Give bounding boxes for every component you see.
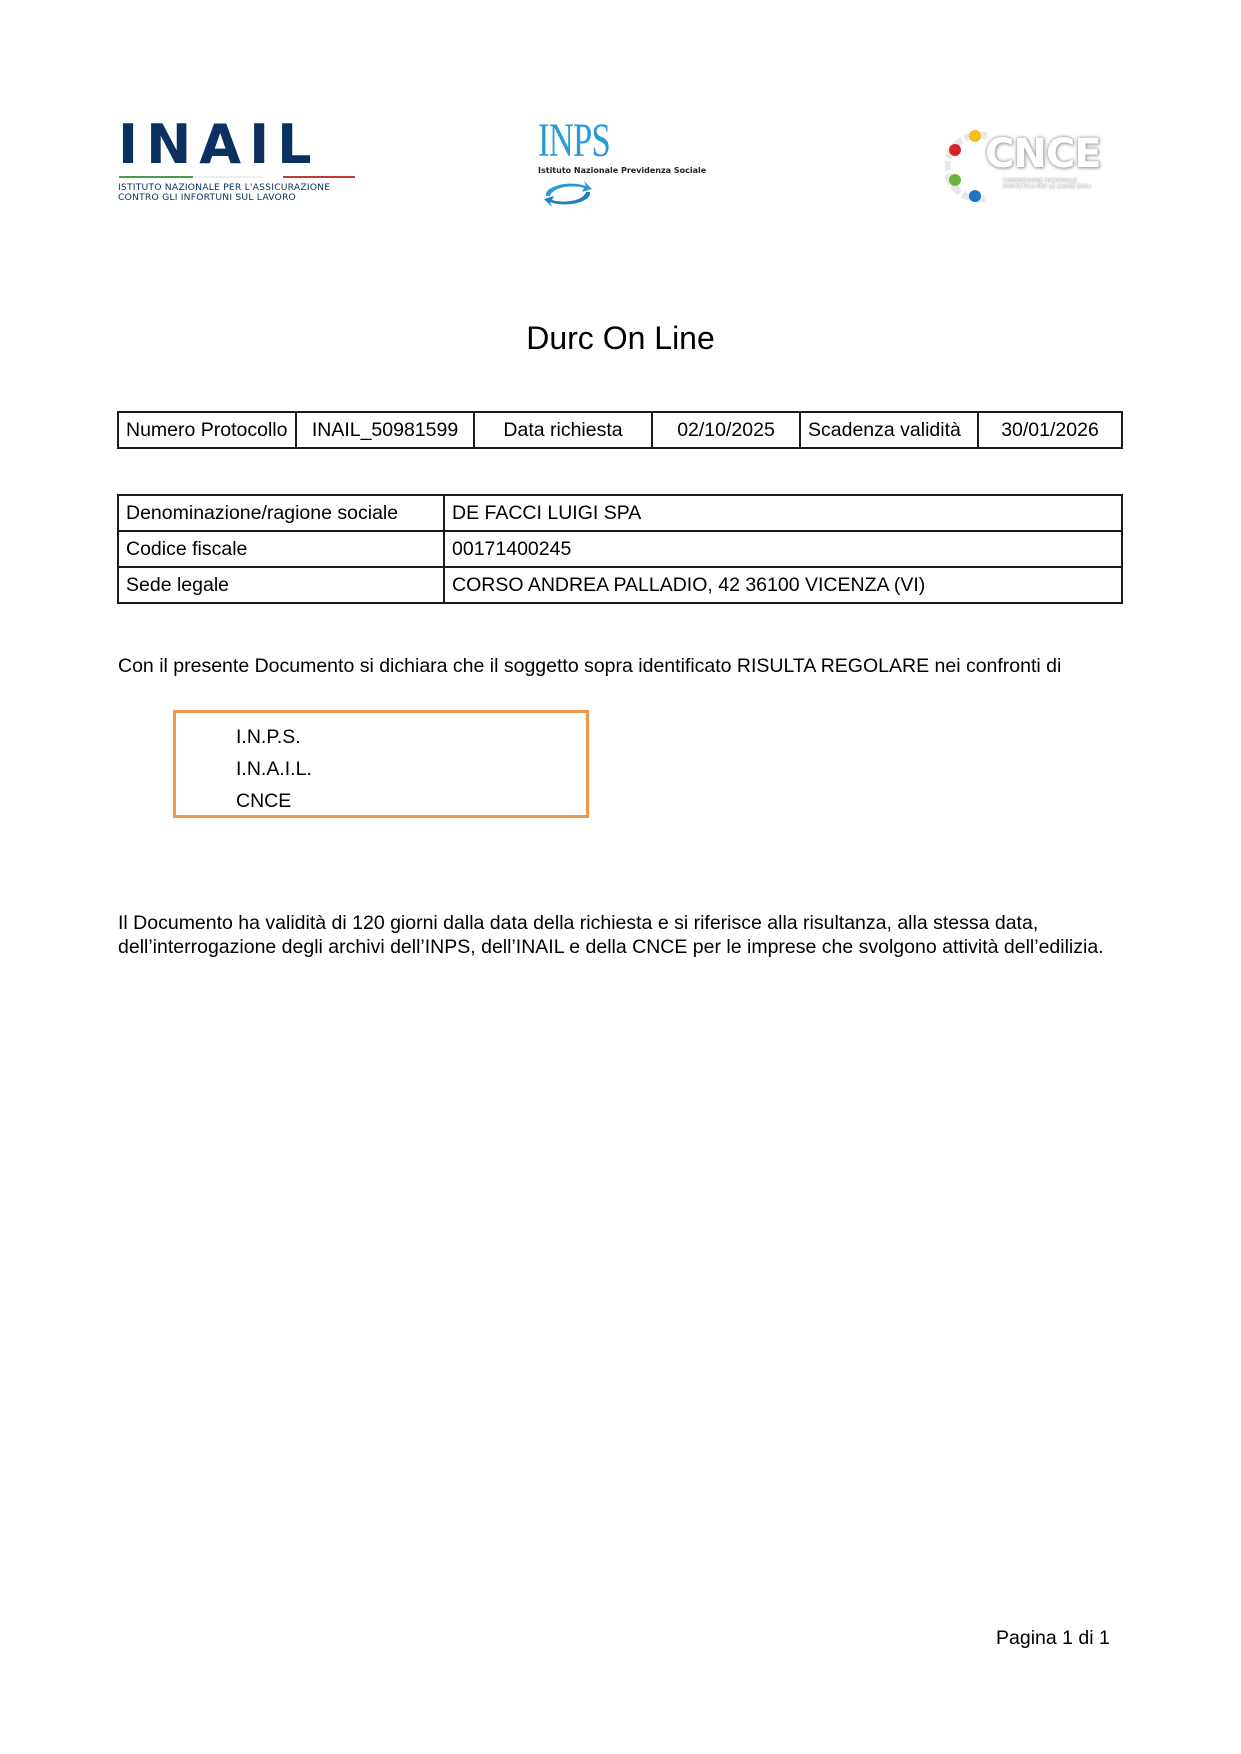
- codice-fiscale-value: 00171400245: [444, 531, 1122, 567]
- sede-legale-value: CORSO ANDREA PALLADIO, 42 36100 VICENZA (VI): [444, 567, 1122, 603]
- validity-note-line1: Il Documento ha validità di 120 giorni dalla data della richiesta e si riferisce alla risultanza, alla stessa data,: [118, 912, 1039, 934]
- inps-logo-subtitle: Istituto Nazionale Previdenza Sociale: [538, 166, 707, 175]
- cnce-subtitle-line2: PARITETICA PER LE CASSE EDILI: [1003, 184, 1091, 190]
- protocol-table: [117, 411, 1123, 449]
- company-info-table: [117, 494, 1123, 604]
- inail-subtitle-line2: CONTRO GLI INFORTUNI SUL LAVORO: [118, 192, 296, 203]
- scadenza-validita-label: Scadenza validità: [800, 412, 978, 448]
- inail-logo: [118, 113, 338, 210]
- numero-protocollo-label: Numero Protocollo: [118, 412, 296, 448]
- inail-flag-stripe-red: [283, 176, 355, 178]
- page-number: Pagina 1 di 1: [996, 1627, 1110, 1649]
- protocol-row: [118, 412, 1122, 448]
- data-richiesta-value: 02/10/2025: [652, 412, 800, 448]
- inail-flag-stripe-green: [119, 176, 193, 178]
- scadenza-validita-value: 30/01/2026: [978, 412, 1122, 448]
- codice-fiscale-label: Codice fiscale: [118, 531, 444, 567]
- table-row: [118, 567, 1122, 603]
- regularity-declaration: Con il presente Documento si dichiara che il soggetto sopra identificato RISULTA REGOLARE nei confronti di: [118, 655, 1062, 677]
- inail-logo-wordmark: INAIL: [118, 113, 320, 176]
- validity-note-line2: dell’interrogazione degli archivi dell’INPS, dell’INAIL e della CNCE per le imprese che svolgono attività dell’edilizia.: [118, 936, 1104, 958]
- cnce-logo-subtitle: [1003, 178, 1091, 190]
- denominazione-value: DE FACCI LUIGI SPA: [444, 495, 1122, 531]
- inps-logo: [538, 114, 718, 213]
- cnce-subtitle-line1: COMMISSIONE NAZIONALE: [1003, 178, 1077, 184]
- sede-legale-label: Sede legale: [118, 567, 444, 603]
- entity-cnce: CNCE: [236, 790, 292, 812]
- denominazione-label: Denominazione/ragione sociale: [118, 495, 444, 531]
- cnce-logo-wordmark: CNCE: [985, 131, 1101, 177]
- inail-flag-stripe-white: [193, 176, 263, 178]
- inail-subtitle-line1: ISTITUTO NAZIONALE PER L'ASSICURAZIONE: [118, 182, 331, 193]
- document-title: Durc On Line: [526, 320, 715, 356]
- numero-protocollo-value: INAIL_50981599: [296, 412, 474, 448]
- cnce-logo: [945, 128, 1115, 206]
- inps-arrows-icon: [540, 178, 596, 210]
- validity-note: [118, 911, 1138, 959]
- table-row: [118, 495, 1122, 531]
- data-richiesta-label: Data richiesta: [474, 412, 652, 448]
- entity-inail: I.N.A.I.L.: [236, 758, 312, 780]
- inps-logo-wordmark: INPS: [538, 114, 611, 167]
- entities-box: [173, 710, 589, 818]
- inail-logo-subtitle: [118, 183, 330, 203]
- table-row: [118, 531, 1122, 567]
- entity-inps: I.N.P.S.: [236, 726, 301, 748]
